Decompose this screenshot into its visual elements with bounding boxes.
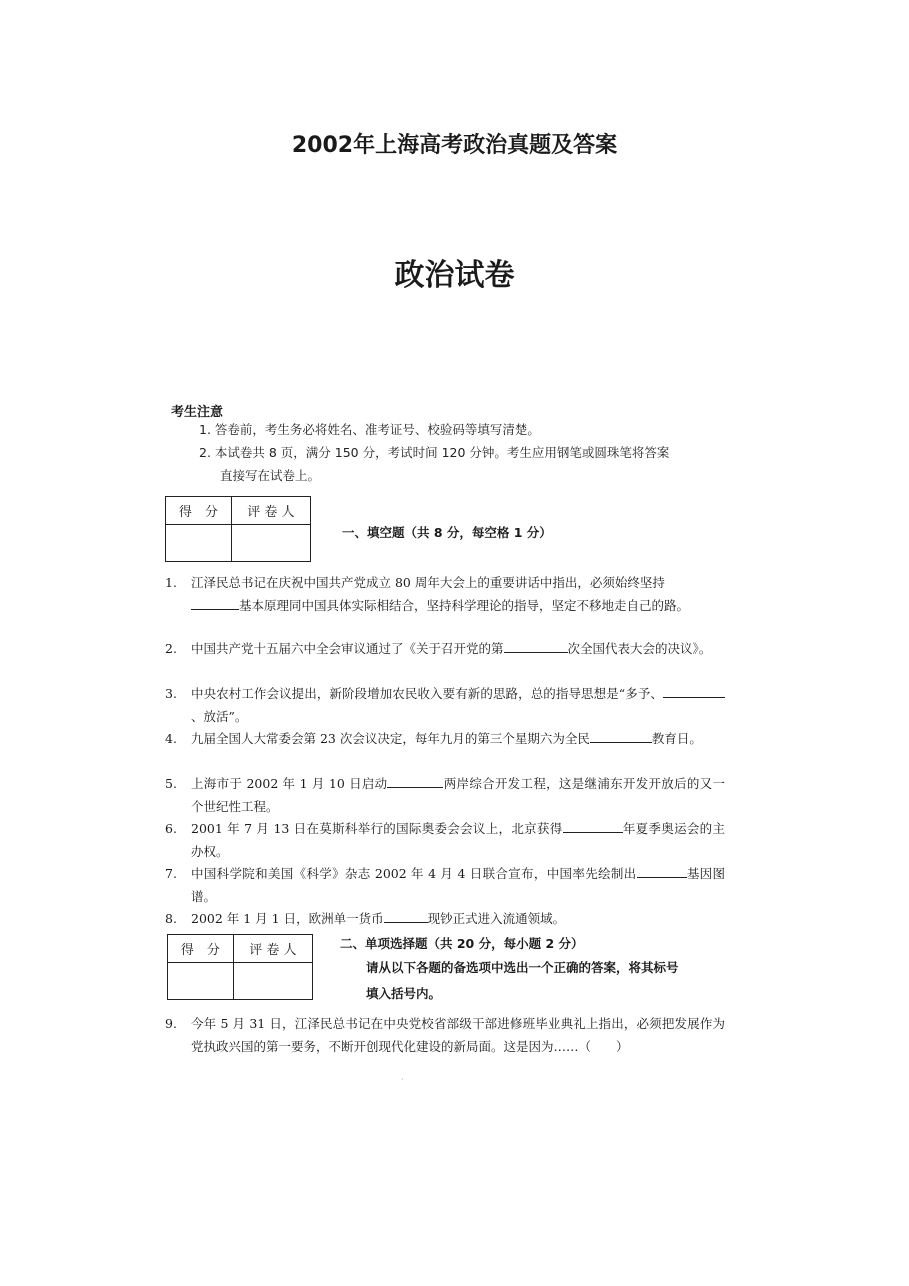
question-number: 2. (165, 641, 177, 656)
question-3 (165, 682, 725, 728)
question-text: 2001 年 7 月 13 日在莫斯科举行的国际奥委会会议上，北京获得 (191, 821, 563, 836)
score-cell[interactable] (168, 963, 234, 1000)
question-6 (165, 817, 725, 863)
question-number: 4. (165, 731, 177, 746)
grader-label: 评 卷 人 (231, 497, 310, 525)
score-cell[interactable] (166, 525, 232, 562)
grader-cell[interactable] (233, 963, 312, 1000)
score-box-section1 (165, 496, 311, 562)
grader-cell[interactable] (231, 525, 310, 562)
question-text: 教育日。 (651, 731, 702, 746)
question-text: 中国科学院和美国《科学》杂志 2002 年 4 月 4 日联合宣布，中国率先绘制出 (191, 866, 637, 881)
question-9 (165, 1012, 725, 1058)
answer-blank[interactable] (387, 775, 443, 789)
section1-heading: 一、填空题（共 8 分，每空格 1 分） (342, 525, 552, 540)
question-number: 7. (165, 866, 177, 881)
question-text: 今年 5 月 31 日，江泽民总书记在中央党校省部级干部进修班毕业典礼上指出，必须把发展作为党执政兴国的第一要务，不断开创现代化建设的新局面。这是因为……（ ） (191, 1016, 725, 1054)
answer-blank[interactable] (504, 640, 568, 654)
question-text: 江泽民总书记在庆祝中国共产党成立 80 周年大会上的重要讲话中指出，必须始终坚持 (191, 575, 665, 590)
question-text: 、放活”。 (191, 709, 248, 724)
question-number: 5. (165, 776, 177, 791)
question-text: 中央农村工作会议提出，新阶段增加农民收入要有新的思路，总的指导思想是“多予、 (191, 686, 663, 701)
question-7 (165, 862, 725, 908)
notice-heading: 考生注意 (171, 405, 224, 420)
page-title: 2002年上海高考政治真题及答案 (291, 133, 618, 158)
score-label: 得 分 (168, 935, 234, 963)
section2-heading: 二、单项选择题（共 20 分，每小题 2 分） (340, 936, 584, 951)
exam-title: 政治试卷 (394, 258, 515, 293)
section2-instruction-2: 填入括号内。 (366, 986, 442, 1001)
question-5 (165, 772, 725, 818)
grader-label: 评 卷 人 (233, 935, 312, 963)
question-text: 九届全国人大常委会第 23 次会议决定，每年九月的第三个星期六为全民 (191, 731, 590, 746)
score-box-section2 (167, 934, 313, 1000)
notice-item-2: 2. 本试卷共 8 页，满分 150 分，考试时间 120 分钟。考生应用钢笔或圆珠笔将答案 (199, 445, 670, 460)
notice-item-1: 1. 答卷前，考生务必将姓名、准考证号、校验码等填写清楚。 (199, 422, 540, 437)
question-number: 8. (165, 911, 177, 926)
question-text: 基因图谱。 (191, 866, 725, 904)
question-4 (165, 727, 725, 750)
notice-item-2-cont: 直接写在试卷上。 (220, 468, 321, 483)
answer-blank[interactable] (563, 820, 623, 834)
score-label: 得 分 (166, 497, 232, 525)
question-8 (165, 907, 725, 930)
answer-blank[interactable] (637, 865, 687, 879)
question-2 (165, 637, 725, 660)
question-text: 两岸综合开发工程，这是继浦东开发开放后的又一个世纪性工程。 (191, 776, 725, 814)
question-text: 次全国代表大会的决议》。 (567, 641, 712, 656)
question-text: 上海市于 2002 年 1 月 10 日启动 (191, 776, 388, 791)
question-text: 基本原理同中国具体实际相结合，坚持科学理论的指导，坚定不移地走自己的路。 (239, 598, 690, 613)
question-number: 6. (165, 821, 177, 836)
question-number: 1. (165, 575, 177, 590)
answer-blank[interactable] (384, 910, 428, 924)
question-text: 现钞正式进入流通领域。 (427, 911, 566, 926)
question-1 (165, 571, 725, 617)
answer-blank[interactable] (191, 597, 239, 611)
question-number: 3. (165, 686, 177, 701)
answer-blank[interactable] (663, 685, 725, 699)
answer-blank[interactable] (590, 730, 652, 744)
question-text: 年夏季奥运会的主办权。 (191, 821, 725, 859)
question-text: 2002 年 1 月 1 日，欧洲单一货币 (191, 911, 384, 926)
scan-speck: · (401, 1075, 404, 1084)
section2-instruction-1: 请从以下各题的备选项中选出一个正确的答案，将其标号 (366, 960, 679, 975)
question-text: 中国共产党十五届六中全会审议通过了《关于召开党的第 (191, 641, 504, 656)
question-number: 9. (165, 1016, 177, 1031)
